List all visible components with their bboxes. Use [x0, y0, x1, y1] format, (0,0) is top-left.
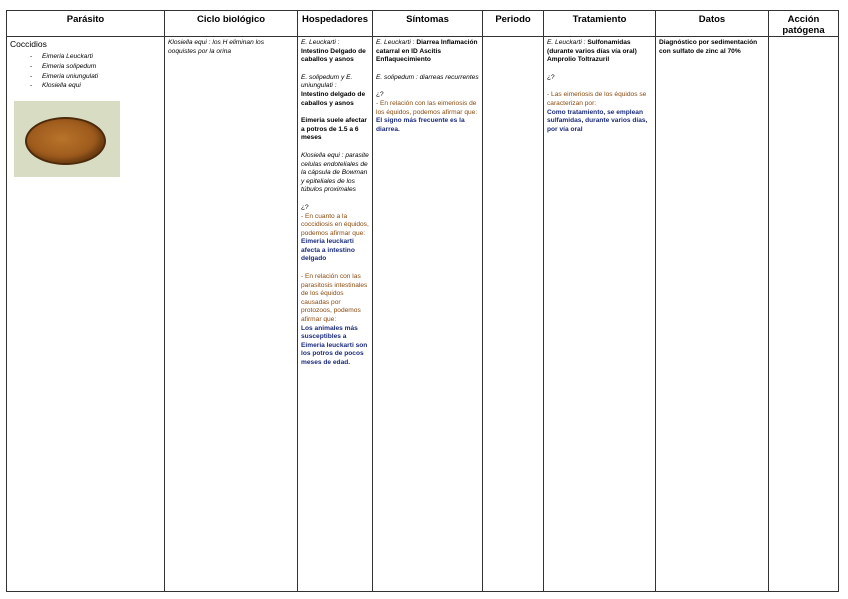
- host-block-age: Eimeria suele afectar a potros de 1.5 a 6 meses: [301, 117, 367, 142]
- parasite-table: [6, 10, 839, 592]
- oocyst-shape: [25, 117, 106, 165]
- quiz-answer: El signo más frecuente es la diarrea.: [376, 117, 465, 133]
- cell-tratamiento: [544, 37, 656, 592]
- host-block-leuckarti: E. Leuckarti : Intestino Delgado de caballos y asnos: [301, 39, 366, 64]
- quiz-answer: Eimeria leuckarti afecta a intestino delgado: [301, 238, 355, 263]
- question-mark: ¿?: [301, 203, 309, 211]
- host-block-solipedum: E. solipedum y E. uniungulati : Intestino delgado de caballos y asnos: [301, 73, 366, 107]
- cell-hospedadores: [298, 37, 373, 592]
- cell-parasito: [7, 37, 165, 592]
- cell-datos: [656, 37, 769, 592]
- host-block-klosiella: Klosiella equi : parasite celulas endoteliales de la cápsula de Bowman y epiteliales de los túbulos proximales: [301, 151, 369, 194]
- header-row: [7, 11, 839, 37]
- treatment-block-leuckarti: E. Leuckarti : Sulfonamidas (durante varios días vía oral) Amprolio Toltrazuril: [547, 39, 637, 64]
- species-item: - Eimeria solipedum: [30, 62, 161, 72]
- quiz-answer: Como tratamiento, se emplean sulfamidas, durante varios días, por vía oral: [547, 108, 648, 133]
- header-periodo: Periodo: [483, 11, 544, 37]
- quiz-question: - En relación con las parasitosis intestinales de los équidos causadas por protozoos, podemos afirmar que:: [301, 273, 368, 324]
- header-sintomas: Síntomas: [373, 11, 483, 37]
- header-hospedadores: Hospedadores: [298, 11, 373, 37]
- question-mark: ¿?: [376, 91, 384, 99]
- quiz-question: - En relación con las eimeriosis de los équidos, podemos afirmar que:: [376, 99, 478, 116]
- species-item: - Eimeria Leuckarti: [30, 52, 161, 62]
- symptom-block-solipedum: E. solipedum : diarreas recurrentes: [376, 73, 479, 81]
- species-item: - Klosiella equi: [30, 81, 161, 91]
- question-mark: ¿?: [547, 73, 555, 81]
- header-tratamiento: Tratamiento: [544, 11, 656, 37]
- oocyst-image: [14, 101, 120, 177]
- species-item: - Eimeria uniungulati: [30, 72, 161, 82]
- header-datos: Datos: [656, 11, 769, 37]
- quiz-question: - Las eimeriosis de los équidos se caracterizan por:: [547, 91, 647, 107]
- cell-periodo: [483, 37, 544, 592]
- cell-sintomas: [373, 37, 483, 592]
- cell-accion: [769, 37, 839, 592]
- species-list: [10, 52, 161, 91]
- parasite-title: Coccidios: [10, 39, 47, 49]
- datos-text: Diagnóstico por sedimentación con sulfato de zinc al 70%: [659, 39, 758, 55]
- table-row: [7, 37, 839, 592]
- header-ciclo: Ciclo biológico: [165, 11, 298, 37]
- header-parasito: Parásito: [7, 11, 165, 37]
- ciclo-text: Klosiella equi : los H eliminan los ooquistes por la orina: [168, 39, 265, 55]
- header-accion: Acción patógena: [769, 11, 839, 37]
- symptom-block-leuckarti: E. Leuckarti : Diarrea Inflamación catarral en ID Ascitis Enflaquecimiento: [376, 39, 478, 64]
- quiz-question: - En cuanto a la coccidiosis en équidos, podemos afirmar que:: [301, 212, 369, 237]
- cell-ciclo: [165, 37, 298, 592]
- quiz-answer: Los animales más susceptibles a Eimeria leuckarti son los potros de pocos meses de edad.: [301, 324, 368, 366]
